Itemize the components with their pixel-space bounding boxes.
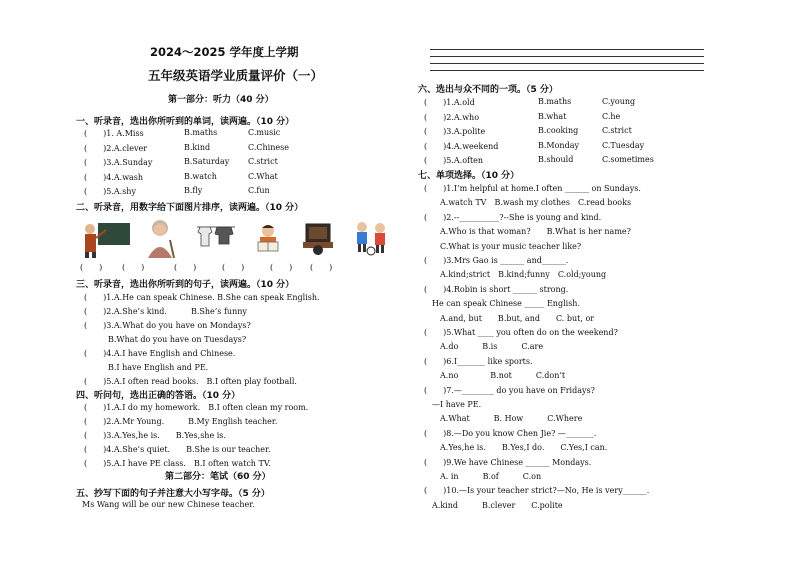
s7-line: A.kind;strict B.kind;funny C.old;young (424, 270, 607, 280)
picture-order-blank: ( ) (80, 263, 103, 272)
s7-line: ( )9.We have Chinese ______ Mondays. (424, 457, 592, 467)
s7-line: ( )3.Mrs Gao is ______ and______. (424, 256, 569, 265)
s7-line: —I have PE. (424, 400, 482, 409)
s7-line: A.and, but B.but, and C. but, or (424, 313, 595, 323)
s4-line: ( )1.A.I do my homework. B.I often clean my room. (84, 403, 309, 412)
s6-option-b: B.should (538, 155, 574, 164)
s7-title: 七、单项选择。（10 分） (418, 171, 520, 181)
s3-line: ( )5.A.I often read books. B.I often play football. (84, 377, 297, 386)
s3-line: B.What do you have on Tuesdays? (84, 335, 247, 344)
s2-title: 二、听录音，用数字给下面图片排序，读两遍。（10 分） (76, 203, 304, 213)
grandma-picture (142, 218, 178, 258)
s1-question-option-a: ( )3.A.Sunday (84, 158, 153, 167)
s6-option-b: B.Monday (538, 140, 579, 150)
s7-line: A. in B.of C.on (424, 472, 542, 481)
s3-line: ( )3.A.What do you have on Mondays? (84, 321, 251, 330)
s6-option-c: C.young (602, 97, 636, 106)
s4-line: ( )3.A.Yes,he is. B.Yes,she is. (84, 431, 226, 440)
s6-option-b: B.maths (538, 97, 572, 106)
s6-question-option-a: ( )1.A.old (424, 98, 475, 107)
s1-option-c: C.music (248, 128, 281, 137)
picture-order-blank: ( ) (174, 263, 197, 272)
football-picture (352, 220, 392, 256)
writing-line (430, 56, 704, 57)
s1-option-c: C.strict (248, 157, 278, 166)
s6-option-c: C.Tuesday (602, 140, 645, 150)
s1-option-b: B.watch (184, 171, 217, 181)
s3-line: B.I have English and PE. (84, 363, 209, 372)
s7-line: ( )6.I_______ like sports. (424, 356, 533, 366)
s4-title: 四、听问句，选出正确的答语。（10 分） (76, 391, 241, 401)
s5-sentence: Ms Wang will be our new Chinese teacher. (82, 500, 255, 509)
exam-year-title: 2024～2025 学年度上学期 (150, 45, 299, 59)
teacher-picture (80, 220, 132, 258)
part1-heading: 第一部分：听力（40 分） (168, 95, 274, 105)
s3-line: ( )2.A.She’s kind. B.She’s funny (84, 307, 247, 316)
s7-line: A.do B.is C.are (424, 342, 544, 352)
s7-line: ( )10.—Is your teacher strict?—No, He is very______. (424, 486, 650, 496)
s1-option-c: C.Chinese (248, 142, 289, 152)
s7-line: A.What B. How C.Where (424, 414, 583, 424)
s1-question-option-a: ( )1. A.Miss (84, 129, 144, 138)
s1-option-b: B.Saturday (184, 157, 230, 166)
writing-line (430, 49, 704, 50)
s5-title: 五、抄写下面的句子并注意大小写字母。（5 分） (76, 489, 270, 499)
writing-line (430, 63, 704, 64)
s1-option-b: B.maths (184, 128, 218, 137)
reading-picture (250, 222, 284, 256)
s1-option-b: B.fly (184, 186, 203, 195)
s1-option-b: B.kind (184, 142, 211, 152)
s7-line: A.Yes,he is. B.Yes,I do. C.Yes,I can. (424, 443, 608, 453)
s3-title: 三、听录音，选出你所听到的句子，读两遍。（10 分） (76, 280, 295, 290)
s7-line: ( )5.What ____ you often do on the weekend? (424, 328, 618, 337)
writing-line (430, 70, 704, 71)
s7-line: A.Who is that woman? B.What is her name? (424, 227, 631, 237)
s7-line: ( )7.—________ do you have on Fridays? (424, 385, 595, 395)
s7-line: ( )8.—Do you know Chen Jie? —_______. (424, 428, 597, 438)
s1-option-c: C.fun (248, 186, 270, 195)
s7-line: A.no B.not C.don’t (424, 371, 566, 381)
clothes-picture (197, 222, 235, 252)
s1-title: 一、听录音，选出你所听到的单词，读两遍。（10 分） (76, 117, 295, 127)
picture-order-blank: ( ) (310, 263, 333, 272)
tv-picture (300, 220, 336, 256)
s6-title: 六、选出与众不同的一项。（5 分） (418, 85, 558, 95)
s4-line: ( )2.A.Mr Young. B.My English teacher. (84, 417, 278, 426)
s7-line: ( )1.I’m helpful at home.I often ______ on Sundays. (424, 184, 641, 193)
s6-question-option-a: ( )5.A.often (424, 156, 484, 165)
s1-option-c: C.What (248, 171, 278, 181)
s7-line: A.watch TV B.wash my clothes C.read books (424, 198, 632, 208)
picture-order-blank: ( ) (270, 263, 293, 272)
s6-question-option-a: ( )4.A.weekend (424, 141, 499, 151)
s6-option-c: C.strict (602, 126, 632, 135)
s3-line: ( )4.A.I have English and Chinese. (84, 349, 236, 358)
s7-line: ( )4.Robin is short ______ strong. (424, 284, 569, 294)
s6-option-c: C.he (602, 111, 621, 121)
s6-option-c: C.sometimes (602, 155, 654, 164)
s1-question-option-a: ( )5.A.shy (84, 187, 136, 196)
s7-line: ( )2.--__________?--She is young and kind. (424, 212, 602, 222)
s1-question-option-a: ( )2.A.clever (84, 143, 148, 153)
exam-subject-title: 五年级英语学业质量评价（一） (148, 68, 324, 83)
s6-option-b: B.what (538, 111, 567, 121)
s1-question-option-a: ( )4.A.wash (84, 172, 144, 182)
s7-line: C.What is your music teacher like? (424, 241, 582, 251)
picture-order-blank: ( ) (122, 263, 145, 272)
s6-question-option-a: ( )2.A.who (424, 112, 480, 122)
s4-line: ( )4.A.She’s quiet. B.She is our teacher. (84, 445, 271, 454)
s7-line: A.kind B.clever C.polite (424, 500, 563, 510)
s3-line: ( )1.A.He can speak Chinese. B.She can speak English. (84, 293, 320, 302)
picture-order-blank: ( ) (222, 263, 245, 272)
s6-question-option-a: ( )3.A.polite (424, 127, 486, 136)
s7-line: He can speak Chinese _____ English. (424, 299, 580, 309)
s4-line: ( )5.A.I have PE class. B.I often watch TV. (84, 459, 271, 468)
part2-heading: 第二部分：笔试（60 分） (165, 472, 271, 482)
s6-option-b: B.cooking (538, 126, 579, 135)
